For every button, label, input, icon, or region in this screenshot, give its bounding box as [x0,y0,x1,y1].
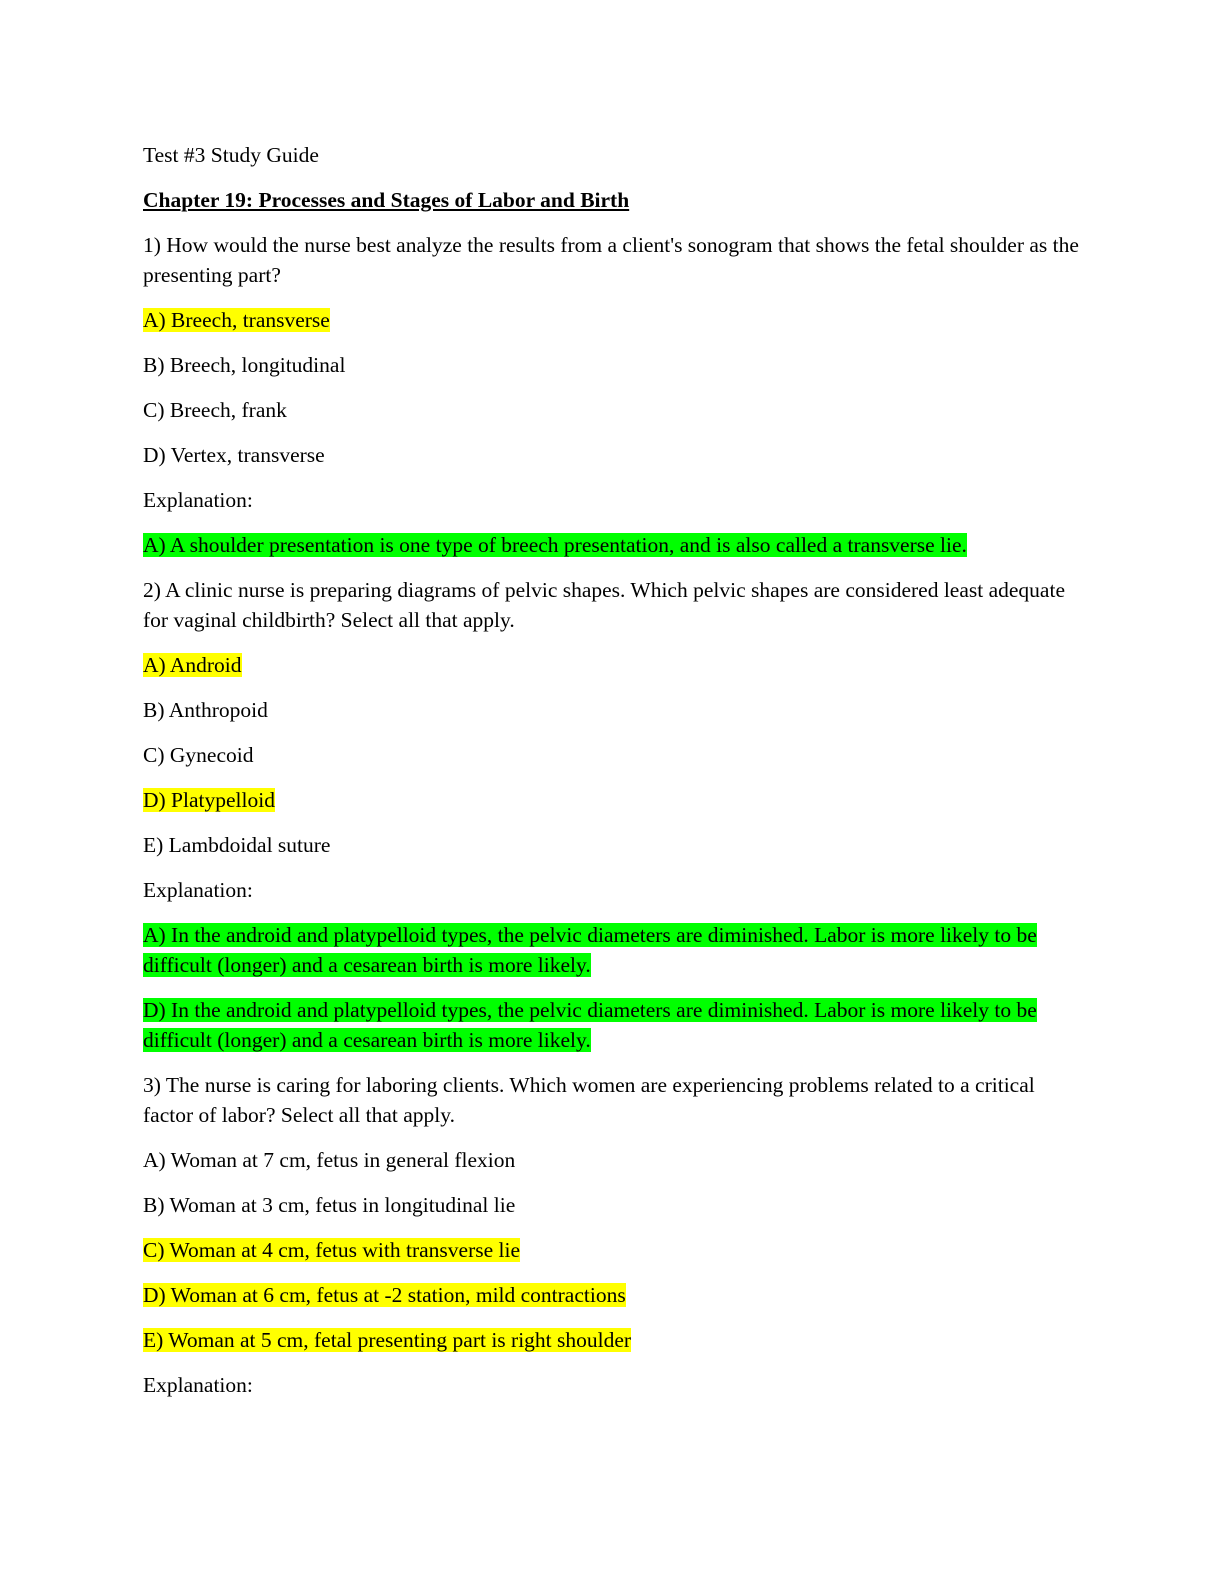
question-block-1 [143,230,1083,560]
answer-option-highlighted: A) Android [143,653,242,677]
option-list [143,1145,1083,1355]
answer-option-highlighted: E) Woman at 5 cm, fetal presenting part is right shoulder [143,1328,632,1352]
answer-option-highlighted: D) Platypelloid [143,788,275,812]
answer-option: C) Breech, frank [143,398,287,422]
answer-option: B) Breech, longitudinal [143,353,346,377]
option-list [143,305,1083,470]
answer-option: E) Lambdoidal suture [143,833,331,857]
answer-option: B) Woman at 3 cm, fetus in longitudinal lie [143,1193,516,1217]
document-title: Test #3 Study Guide [143,143,319,167]
question-text: 2) A clinic nurse is preparing diagrams of pelvic shapes. Which pelvic shapes are considered least adequate for vaginal childbirth? Select all that apply. [143,578,1065,632]
question-block-3 [143,1070,1083,1400]
document-page [143,140,1083,1415]
explanation-label: Explanation: [143,878,253,902]
answer-option-highlighted: D) Woman at 6 cm, fetus at -2 station, mild contractions [143,1283,626,1307]
explanation-text: A) A shoulder presentation is one type of breech presentation, and is also called a transverse lie. [143,533,967,557]
option-list [143,650,1083,860]
explanation-text: D) In the android and platypelloid types, the pelvic diameters are diminished. Labor is more likely to be difficult (longer) and a cesarean birth is more likely. [143,998,1037,1052]
explanation-label: Explanation: [143,488,253,512]
question-text: 1) How would the nurse best analyze the results from a client's sonogram that shows the fetal shoulder as the presenting part? [143,233,1079,287]
explanation-text: A) In the android and platypelloid types, the pelvic diameters are diminished. Labor is more likely to be difficult (longer) and a cesarean birth is more likely. [143,923,1037,977]
explanation-label: Explanation: [143,1373,253,1397]
question-text: 3) The nurse is caring for laboring clients. Which women are experiencing problems related to a critical factor of labor? Select all that apply. [143,1073,1035,1127]
answer-option: A) Woman at 7 cm, fetus in general flexion [143,1148,516,1172]
answer-option: C) Gynecoid [143,743,254,767]
answer-option-highlighted: C) Woman at 4 cm, fetus with transverse lie [143,1238,521,1262]
answer-option-highlighted: A) Breech, transverse [143,308,330,332]
question-block-2 [143,575,1083,1055]
answer-option: B) Anthropoid [143,698,268,722]
answer-option: D) Vertex, transverse [143,443,325,467]
chapter-heading: Chapter 19: Processes and Stages of Labor and Birth [143,188,630,212]
